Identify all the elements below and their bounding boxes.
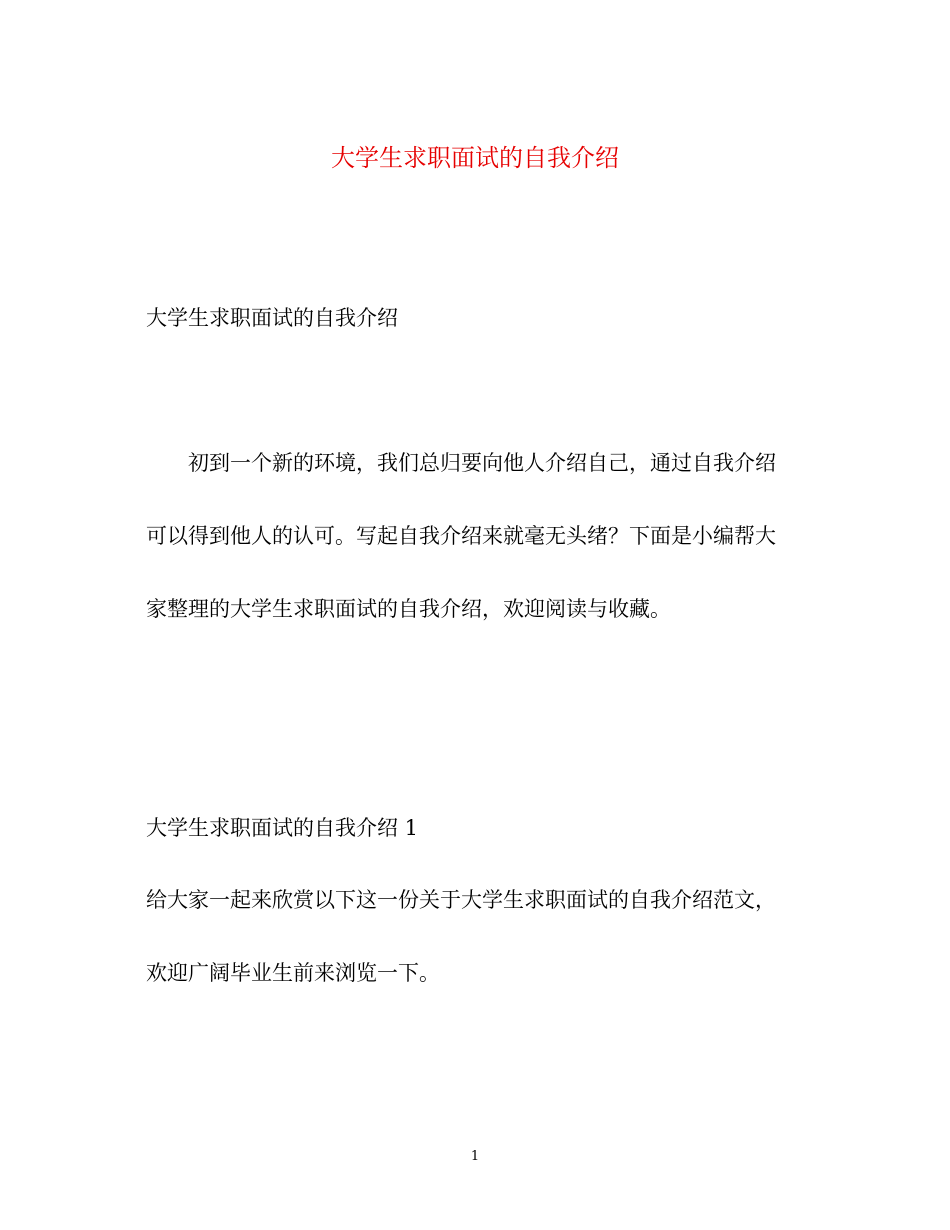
section-line-2: 欢迎广阔毕业生前来浏览一下。 <box>146 961 440 985</box>
page-number: 1 <box>470 1149 480 1164</box>
section-heading: 大学生求职面试的自我介绍 1 <box>146 816 419 840</box>
intro-line-1: 初到一个新的环境，我们总归要向他人介绍自己，通过自我介绍 <box>188 451 776 475</box>
section-line-1: 给大家一起来欣赏以下这一份关于大学生求职面试的自我介绍范文， <box>146 888 776 912</box>
document-title: 大学生求职面试的自我介绍 <box>331 144 619 172</box>
subtitle: 大学生求职面试的自我介绍 <box>146 306 398 330</box>
intro-line-2: 可以得到他人的认可。写起自我介绍来就毫无头绪？下面是小编帮大 <box>146 524 776 548</box>
intro-line-3: 家整理的大学生求职面试的自我介绍，欢迎阅读与收藏。 <box>146 597 671 621</box>
